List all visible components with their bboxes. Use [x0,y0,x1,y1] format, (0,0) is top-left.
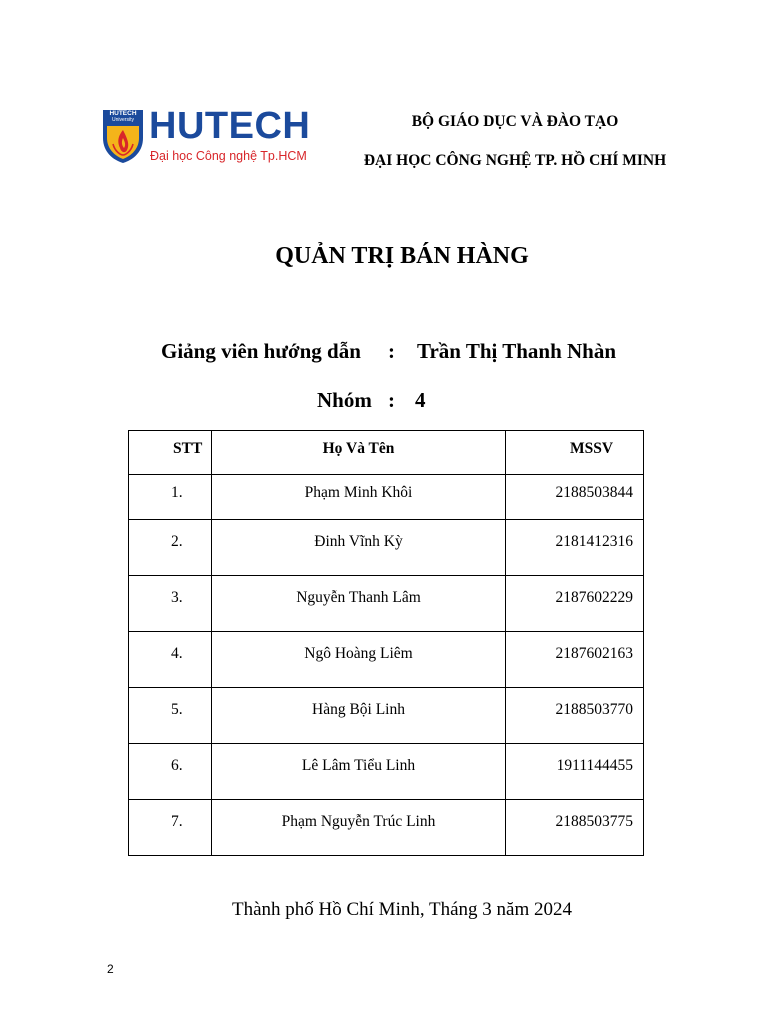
table-row [129,475,644,520]
ministry-heading: BỘ GIÁO DỤC VÀ ĐÀO TẠO [411,113,619,130]
header-mssv: MSSV [506,431,644,475]
lecturer-label: Giảng viên hướng dẫn [161,339,361,363]
table-row [129,520,644,576]
shield-subtext: University [112,117,134,123]
row-stt: 6. [129,744,212,800]
table-row [129,576,644,632]
row-mssv: 2187602163 [506,632,644,688]
row-stt: 2. [129,520,212,576]
row-name: Phạm Minh Khôi [212,475,506,520]
row-mssv: 2188503775 [506,800,644,856]
group-number: 4 [415,388,426,412]
logo-subtitle: Đại học Công nghệ Tp.HCM [150,149,307,163]
table-row [129,688,644,744]
page-number: 2 [107,962,114,976]
group-label: Nhóm [317,388,372,412]
hutech-logo [101,105,311,168]
header-name: Họ Và Tên [212,431,506,475]
row-mssv: 2188503844 [506,475,644,520]
row-stt: 1. [129,475,212,520]
row-name: Phạm Nguyễn Trúc Linh [212,800,506,856]
row-mssv: 2188503770 [506,688,644,744]
table-header-row [129,431,644,475]
members-table [128,430,644,856]
university-heading: ĐẠI HỌC CÔNG NGHỆ TP. HỒ CHÍ MINH [363,152,667,169]
row-name: Ngô Hoàng Liêm [212,632,506,688]
row-stt: 7. [129,800,212,856]
row-stt: 3. [129,576,212,632]
table-row [129,632,644,688]
row-name: Nguyễn Thanh Lâm [212,576,506,632]
lecturer-separator: : [388,339,395,363]
row-mssv: 2187602229 [506,576,644,632]
row-stt: 5. [129,688,212,744]
row-name: Lê Lâm Tiểu Linh [212,744,506,800]
table-row [129,800,644,856]
row-stt: 4. [129,632,212,688]
header-stt: STT [129,431,212,475]
table-row [129,744,644,800]
row-name: Đinh Vĩnh Kỳ [212,520,506,576]
place-date-line: Thành phố Hồ Chí Minh, Tháng 3 năm 2024 [231,899,573,920]
row-mssv: 2181412316 [506,520,644,576]
group-separator: : [388,388,395,412]
row-mssv: 1911144455 [506,744,644,800]
row-name: Hàng Bội Linh [212,688,506,744]
logo-brand: HUTECH [149,105,311,147]
shield-brand: HUTECH [109,110,137,117]
document-title: QUẢN TRỊ BÁN HÀNG [275,243,529,269]
lecturer-name: Trần Thị Thanh Nhàn [417,339,617,363]
